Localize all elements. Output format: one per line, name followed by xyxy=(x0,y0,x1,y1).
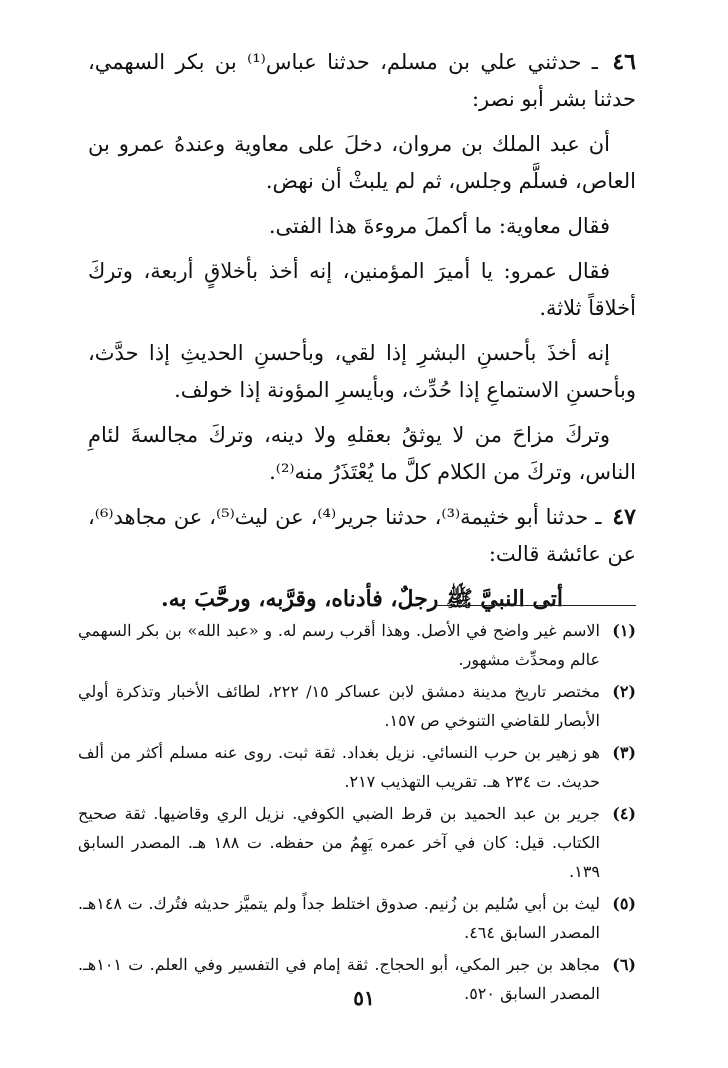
footnote-text: الاسم غير واضح في الأصل. وهذا أقرب رسم له. و «عبد الله» بن بكر السهمي عالم ومحدِّث مشهور. xyxy=(78,621,600,669)
paragraph: إنه أخذَ بأحسنِ البشرِ إذا لقي، وبأحسنِ الحديثِ إذا حدَّث، وبأحسنِ الاستماعِ إذا حُدِّث، وبأيسرِ المؤونة إذا خولف. xyxy=(88,341,636,402)
footnotes xyxy=(78,616,636,1011)
footnote-number: (٥) xyxy=(612,894,636,913)
footnote-number: (٦) xyxy=(612,955,636,974)
paragraph: فقال معاوية: ما أكملَ مروءةَ هذا الفتى. xyxy=(268,214,610,238)
hadith-number: ٤٧ xyxy=(612,504,636,530)
page-number: ٥١ xyxy=(353,986,375,1010)
footnote-text: مجاهد بن جبر المكي، أبو الحجاج. ثقة إمام في التفسير وفي العلم. ت ١٠١هـ. المصدر السابق ٥٢٠. xyxy=(78,955,600,1003)
footnote-text: ليث بن أبي سُليم بن زُنيم. صدوق اختلط جداً ولم يتميَّز حديثه فتُرك. ت ١٤٨هـ. المصدر السابق ٤٦٤. xyxy=(78,894,600,942)
footnote-number: (٢) xyxy=(612,682,636,701)
hadith-number: ٤٦ xyxy=(612,49,636,75)
paragraph: فقال عمرو: يا أميرَ المؤمنين، إنه أخذ بأخلاقٍ أربعة، وتركَ أخلاقاً ثلاثة. xyxy=(88,259,636,320)
footnote-text: مختصر تاريخ مدينة دمشق لابن عساكر ١٥/ ٢٢٢، لطائف الأخبار وتذكرة أولي الأبصار للقاضي التنوخي ص ١٥٧. xyxy=(78,682,600,730)
footnote xyxy=(78,889,636,947)
hadith-47-matn: أتى النبيَّ ﷺ رجلٌ، فأدناه، وقرَّبه، ورحَّبَ به. xyxy=(161,586,563,612)
paragraph: أن عبد الملك بن مروان، دخلَ على معاوية وعندهُ عمرو بن العاص، فسلَّم وجلس، ثم لم يلبثْ أن نهض. xyxy=(88,132,636,193)
footnote xyxy=(78,677,636,735)
footnote xyxy=(78,738,636,796)
hadith-46-isnad xyxy=(88,44,636,118)
footnote xyxy=(78,799,636,886)
footnote xyxy=(78,616,636,674)
hadith-text: ـ حدثني علي بن مسلم، حدثنا عباس⁽¹⁾ بن بكر السهمي، حدثنا بشر أبو نصر: xyxy=(88,50,636,111)
hadith-47-isnad xyxy=(88,499,636,573)
paragraph: وتركَ مزاحَ من لا يوثقُ بعقلهِ ولا دينه، وتركَ مجالسةَ لئامِ الناس، وتركَ من الكلام كلَّ ما يُعْتَذَرُ منه⁽²⁾. xyxy=(88,423,636,484)
footnote-number: (٤) xyxy=(612,804,636,823)
footnote-text: هو زهير بن حرب النسائي. نزيل بغداد. ثقة ثبت. روى عنه مسلم أكثر من ألف حديث. ت ٢٣٤ هـ. تقريب التهذيب ٢١٧. xyxy=(78,743,600,791)
footnote-text: جرير بن عبد الحميد بن قرط الضبي الكوفي. نزيل الري وقاضيها. ثقة صحيح الكتاب. قيل: كان في آخر عمره يَهِمُ من حفظه. ت ١٨٨ هـ. المصدر السابق ١٣٩. xyxy=(78,804,601,881)
footnote-number: (٣) xyxy=(612,743,636,762)
main-text xyxy=(88,44,636,626)
footnote-divider xyxy=(436,605,636,606)
footnote-number: (١) xyxy=(612,621,636,640)
hadith-text: ـ حدثنا أبو خثيمة⁽³⁾، حدثنا جرير⁽⁴⁾، عن ليث⁽⁵⁾، عن مجاهد⁽⁶⁾، عن عائشة قالت: xyxy=(88,505,636,566)
